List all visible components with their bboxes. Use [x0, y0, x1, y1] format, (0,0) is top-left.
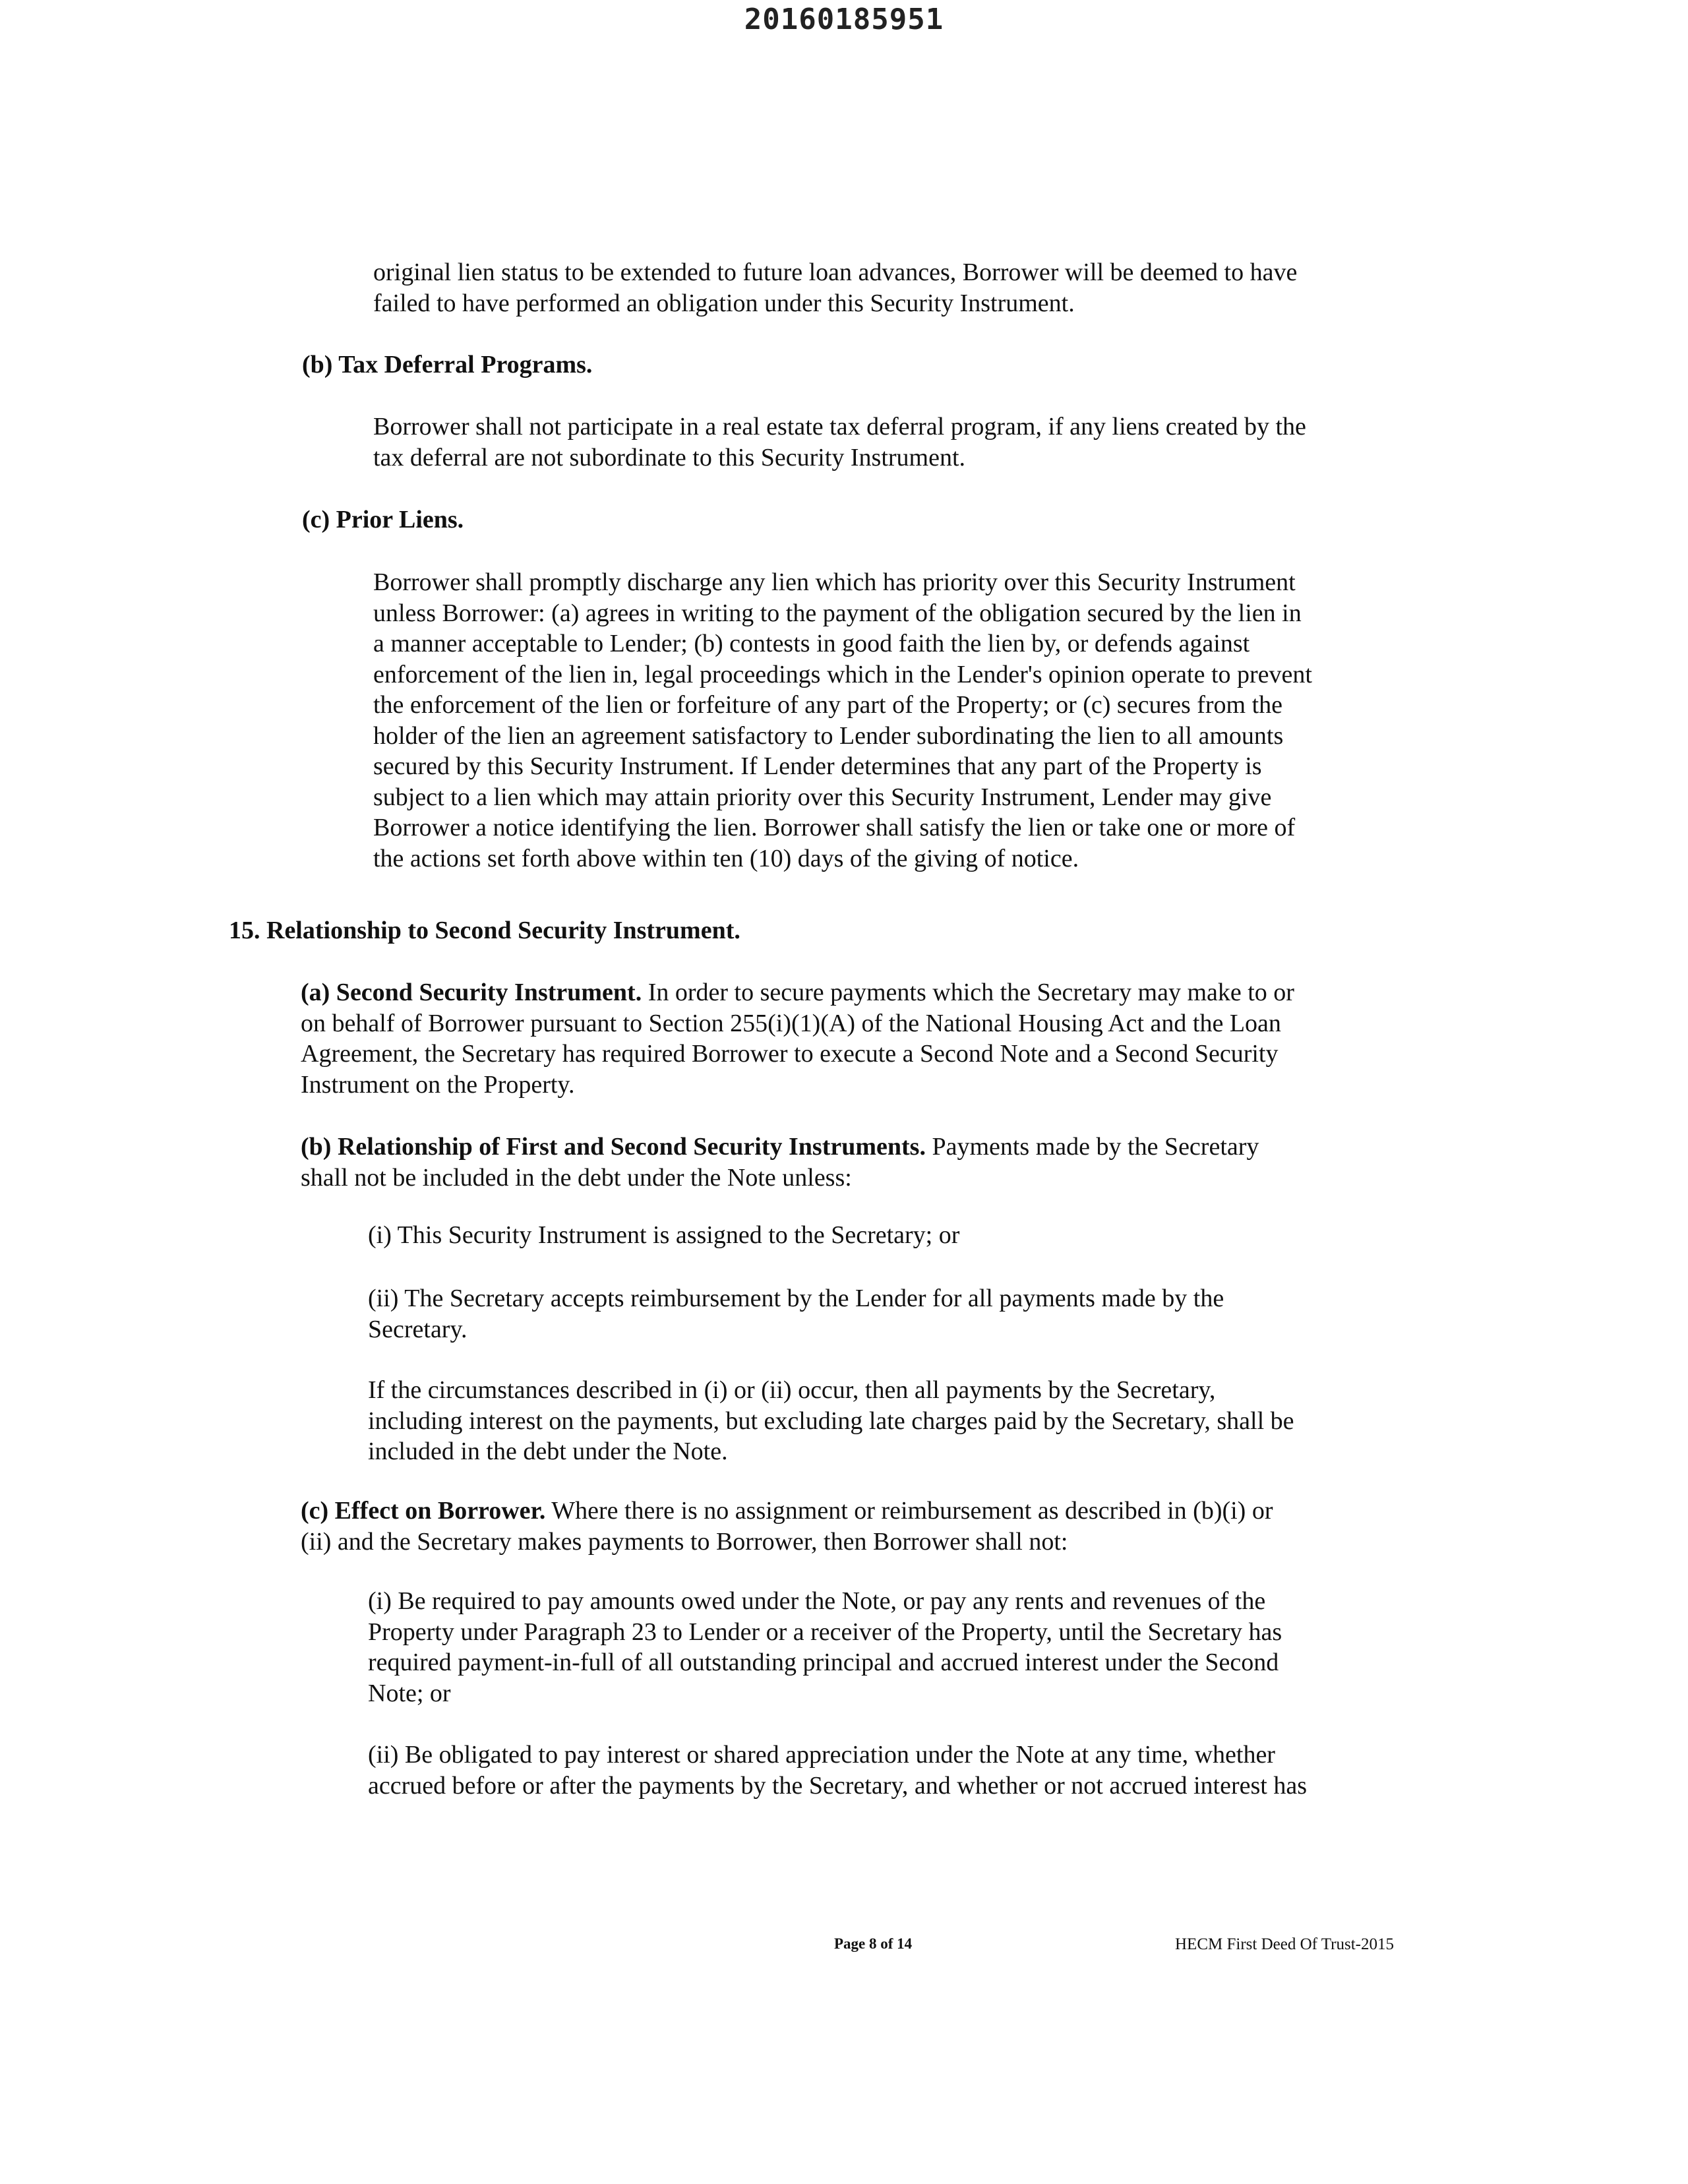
second-security-instrument-paragraph — [301, 977, 1294, 1100]
paragraph-line: accrued before or after the payments by the Secretary, and whether or not accrued interest has — [368, 1771, 1307, 1800]
paragraph-line — [301, 1496, 1273, 1527]
section-15-heading: 15. Relationship to Second Security Instrument. — [229, 917, 740, 944]
form-name: HECM First Deed Of Trust-2015 — [1175, 1935, 1394, 1953]
paragraph-line: Instrument on the Property. — [301, 1070, 575, 1099]
prior-liens-heading: (c) Prior Liens. — [302, 506, 464, 533]
inline-text: Where there is no assignment or reimbursement as described in (b)(i) or — [545, 1497, 1273, 1525]
paragraph-line: Borrower shall not participate in a real estate tax deferral program, if any liens created by the — [373, 413, 1306, 440]
paragraph-line: included in the debt under the Note. — [368, 1438, 728, 1465]
inline-text: Payments made by the Secretary — [925, 1133, 1259, 1161]
paragraph-line: (ii) Be obligated to pay interest or shared appreciation under the Note at any time, whether — [368, 1741, 1275, 1769]
paragraph-line: Property under Paragraph 23 to Lender or a receiver of the Property, until the Secretary has — [368, 1618, 1282, 1646]
page-number: Page 8 of 14 — [834, 1935, 913, 1952]
tax-deferral-heading: (b) Tax Deferral Programs. — [302, 351, 593, 379]
relationship-item-ii — [368, 1283, 1224, 1345]
inline-heading: (c) Effect on Borrower. — [301, 1497, 546, 1525]
paragraph-line: Secretary. — [368, 1315, 467, 1343]
paragraph-line: original lien status to be extended to future loan advances, Borrower will be deemed to have — [373, 258, 1298, 286]
paragraph-line — [301, 977, 1294, 1008]
paragraph-line: If the circumstances described in (i) or (ii) occur, then all payments by the Secretary, — [368, 1376, 1216, 1404]
continuation-paragraph — [373, 257, 1297, 318]
inline-text: In order to secure payments which the Secretary may make to or — [642, 979, 1294, 1006]
paragraph-line: subject to a lien which may attain priority over this Security Instrument, Lender may give — [373, 783, 1272, 811]
relationship-paragraph — [301, 1132, 1259, 1193]
document-number: 20160185951 — [744, 3, 944, 36]
paragraph-line: Agreement, the Secretary has required Borrower to execute a Second Note and a Second Security — [301, 1040, 1279, 1068]
paragraph-line: Note; or — [368, 1679, 451, 1707]
tax-deferral-paragraph — [373, 411, 1306, 473]
paragraph-line: holder of the lien an agreement satisfactory to Lender subordinating the lien to all amounts — [373, 721, 1284, 750]
paragraph-line: secured by this Security Instrument. If Lender determines that any part of the Property is — [373, 752, 1262, 780]
effect-on-borrower-paragraph — [301, 1496, 1273, 1557]
paragraph-line: required payment-in-full of all outstanding principal and accrued interest under the Second — [368, 1649, 1279, 1676]
paragraph-line: (i) Be required to pay amounts owed under the Note, or pay any rents and revenues of the — [368, 1587, 1266, 1615]
paragraph-line: (ii) The Secretary accepts reimbursement by the Lender for all payments made by the — [368, 1285, 1224, 1312]
relationship-item-i — [368, 1220, 959, 1251]
paragraph-line: (i) This Security Instrument is assigned to the Secretary; or — [368, 1221, 960, 1249]
effect-item-i — [368, 1586, 1282, 1709]
paragraph-line: a manner acceptable to Lender; (b) contests in good faith the lien by, or defends against — [373, 630, 1250, 657]
inline-heading: (b) Relationship of First and Second Security Instruments. — [301, 1133, 926, 1161]
paragraph-line — [301, 1132, 1259, 1163]
paragraph-line: shall not be included in the debt under the Note unless: — [301, 1163, 852, 1192]
paragraph-line: the enforcement of the lien or forfeiture of any part of the Property; or (c) secures from the — [373, 691, 1283, 719]
effect-item-ii — [368, 1740, 1307, 1801]
inline-heading: (a) Second Security Instrument. — [301, 979, 642, 1006]
paragraph-line: on behalf of Borrower pursuant to Section 255(i)(1)(A) of the National Housing Act and the Loan — [301, 1009, 1281, 1037]
paragraph-line: enforcement of the lien in, legal proceedings which in the Lender's opinion operate to prevent — [373, 660, 1312, 688]
paragraph-line: Borrower a notice identifying the lien. Borrower shall satisfy the lien or take one or more of — [373, 814, 1296, 841]
paragraph-line: unless Borrower: (a) agrees in writing to the payment of the obligation secured by the lien in — [373, 599, 1302, 627]
prior-liens-paragraph — [373, 567, 1312, 874]
paragraph-line: Borrower shall promptly discharge any lien which has priority over this Security Instrument — [373, 568, 1296, 596]
paragraph-line: failed to have performed an obligation under this Security Instrument. — [373, 289, 1075, 317]
paragraph-line: (ii) and the Secretary makes payments to Borrower, then Borrower shall not: — [301, 1527, 1068, 1556]
circumstances-paragraph — [368, 1375, 1294, 1467]
paragraph-line: the actions set forth above within ten (10) days of the giving of notice. — [373, 844, 1079, 872]
paragraph-line: tax deferral are not subordinate to this Security Instrument. — [373, 443, 966, 471]
paragraph-line: including interest on the payments, but excluding late charges paid by the Secretary, shall be — [368, 1407, 1294, 1435]
